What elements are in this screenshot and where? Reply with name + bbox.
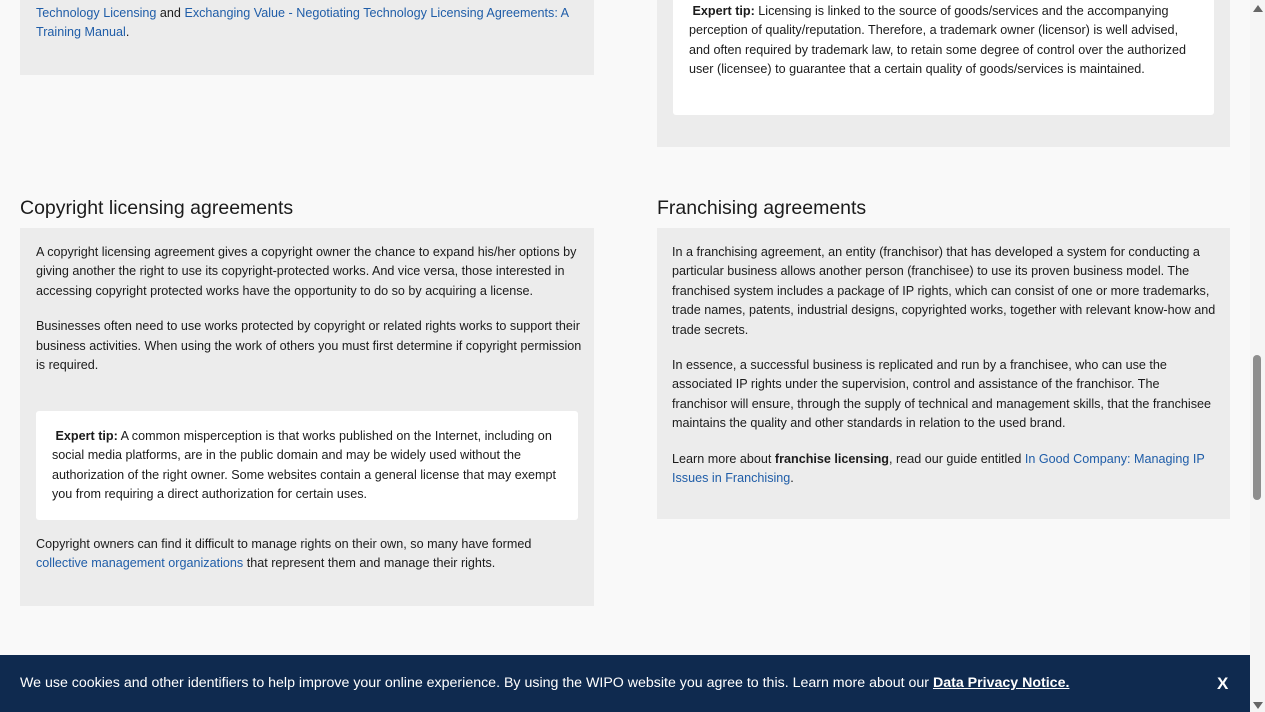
in-good-company-link[interactable]: In Good Company: Managing IP Issues in Franchising	[672, 451, 1205, 486]
franchising-paragraph-1: In a franchising agreement, an entity (franchisor) that has developed a system for conducting a particular business allows another person (franchisee) to use its proven business model. The franchised system includes a package of IP rights, which can consist of one or more trademarks, trade names, patents, industrial designs, copyrighted works, together with relevant know-how and trade secrets.	[672, 245, 1216, 337]
trademark-tip-text	[689, 2, 1199, 80]
copyright-tip-body: A common misperception is that works published on the Internet, including on social media platforms, are in the public domain and may be widely used without the authorization of the right owner. Some websites contain a general license that may exempt you from requiring a direct authorization for certain uses.	[52, 429, 557, 502]
copyright-paragraph-2: Businesses often need to use works protected by copyright or related rights works to support their business activities. When using the work of others you must first determine if copyright permission is required.	[36, 319, 582, 373]
franchising-heading: Franchising agreements	[657, 197, 867, 219]
copyright-paragraph-3	[36, 535, 582, 574]
franchising-p3-end: .	[790, 471, 794, 486]
expert-tip-label: Expert tip:	[692, 4, 755, 18]
period-text: .	[125, 25, 130, 40]
exchanging-value-link[interactable]: Exchanging Value - Negotiating Technology Licensing Agreements: A Training Manual	[36, 6, 569, 40]
franchising-p3-start: Learn more about	[672, 451, 772, 466]
scrollbar[interactable]	[1250, 0, 1265, 712]
copyright-panel	[20, 228, 594, 606]
cookie-text	[20, 675, 1069, 691]
copyright-p3-end: that represent them and manage their rights.	[246, 556, 496, 571]
trademark-expert-tip	[673, 0, 1214, 115]
scrollbar-thumb[interactable]	[1253, 355, 1261, 500]
cookie-banner	[0, 655, 1250, 712]
franchising-paragraph-2: In essence, a successful business is replicated and run by a franchisee, who can use the associated IP rights under the supervision, control and assistance of the franchisor. The franchisor will ensure, through the supply of technical and management skills, that the franchisee maintains the quality and other standards in relation to the used brand.	[672, 358, 1212, 431]
collective-management-link[interactable]: collective management organizations	[36, 556, 244, 571]
cookie-message: We use cookies and other identifiers to help improve your online experience. By using the WIPO website you agree to this. Learn more about our	[20, 675, 930, 691]
copyright-tip-text	[52, 427, 562, 505]
and-text: and	[159, 6, 181, 20]
expert-tip-label: Expert tip:	[55, 429, 118, 443]
data-privacy-notice-link[interactable]: Data Privacy Notice.	[932, 675, 1070, 691]
copyright-expert-tip	[36, 411, 578, 520]
technology-licensing-link[interactable]: Technology Licensing	[36, 6, 157, 20]
franchise-licensing-bold: franchise licensing	[774, 451, 890, 466]
cookie-close-button[interactable]: X	[1217, 674, 1229, 693]
copyright-paragraph-1: A copyright licensing agreement gives a copyright owner the chance to expand his/her options by giving another the right to use its copyright-protected works. And vice versa, those interested in accessing copyright protected works have the opportunity to do so by acquiring a license.	[36, 245, 577, 298]
scroll-down-arrow-icon[interactable]	[1253, 702, 1263, 709]
tech-licensing-links-text	[36, 4, 582, 43]
franchising-p3-mid: , read our guide entitled	[889, 451, 1022, 466]
trademark-tip-body: Licensing is linked to the source of goods/services and the accompanying perception of quality/reputation. Therefore, a trademark owner (licensor) is well advised, and often required by trademark law, to retain some degree of control over the authorized user (licensee) to guarantee that a certain quality of goods/services is maintained.	[689, 4, 1187, 77]
trademark-licensing-panel	[657, 0, 1230, 147]
tech-licensing-panel	[20, 0, 594, 75]
franchising-panel	[657, 228, 1230, 519]
scroll-up-arrow-icon[interactable]	[1253, 5, 1263, 12]
copyright-heading: Copyright licensing agreements	[20, 197, 294, 219]
franchising-paragraph-3	[672, 450, 1217, 489]
copyright-p3-start: Copyright owners can find it difficult to manage rights on their own, so many have formed	[36, 537, 532, 551]
